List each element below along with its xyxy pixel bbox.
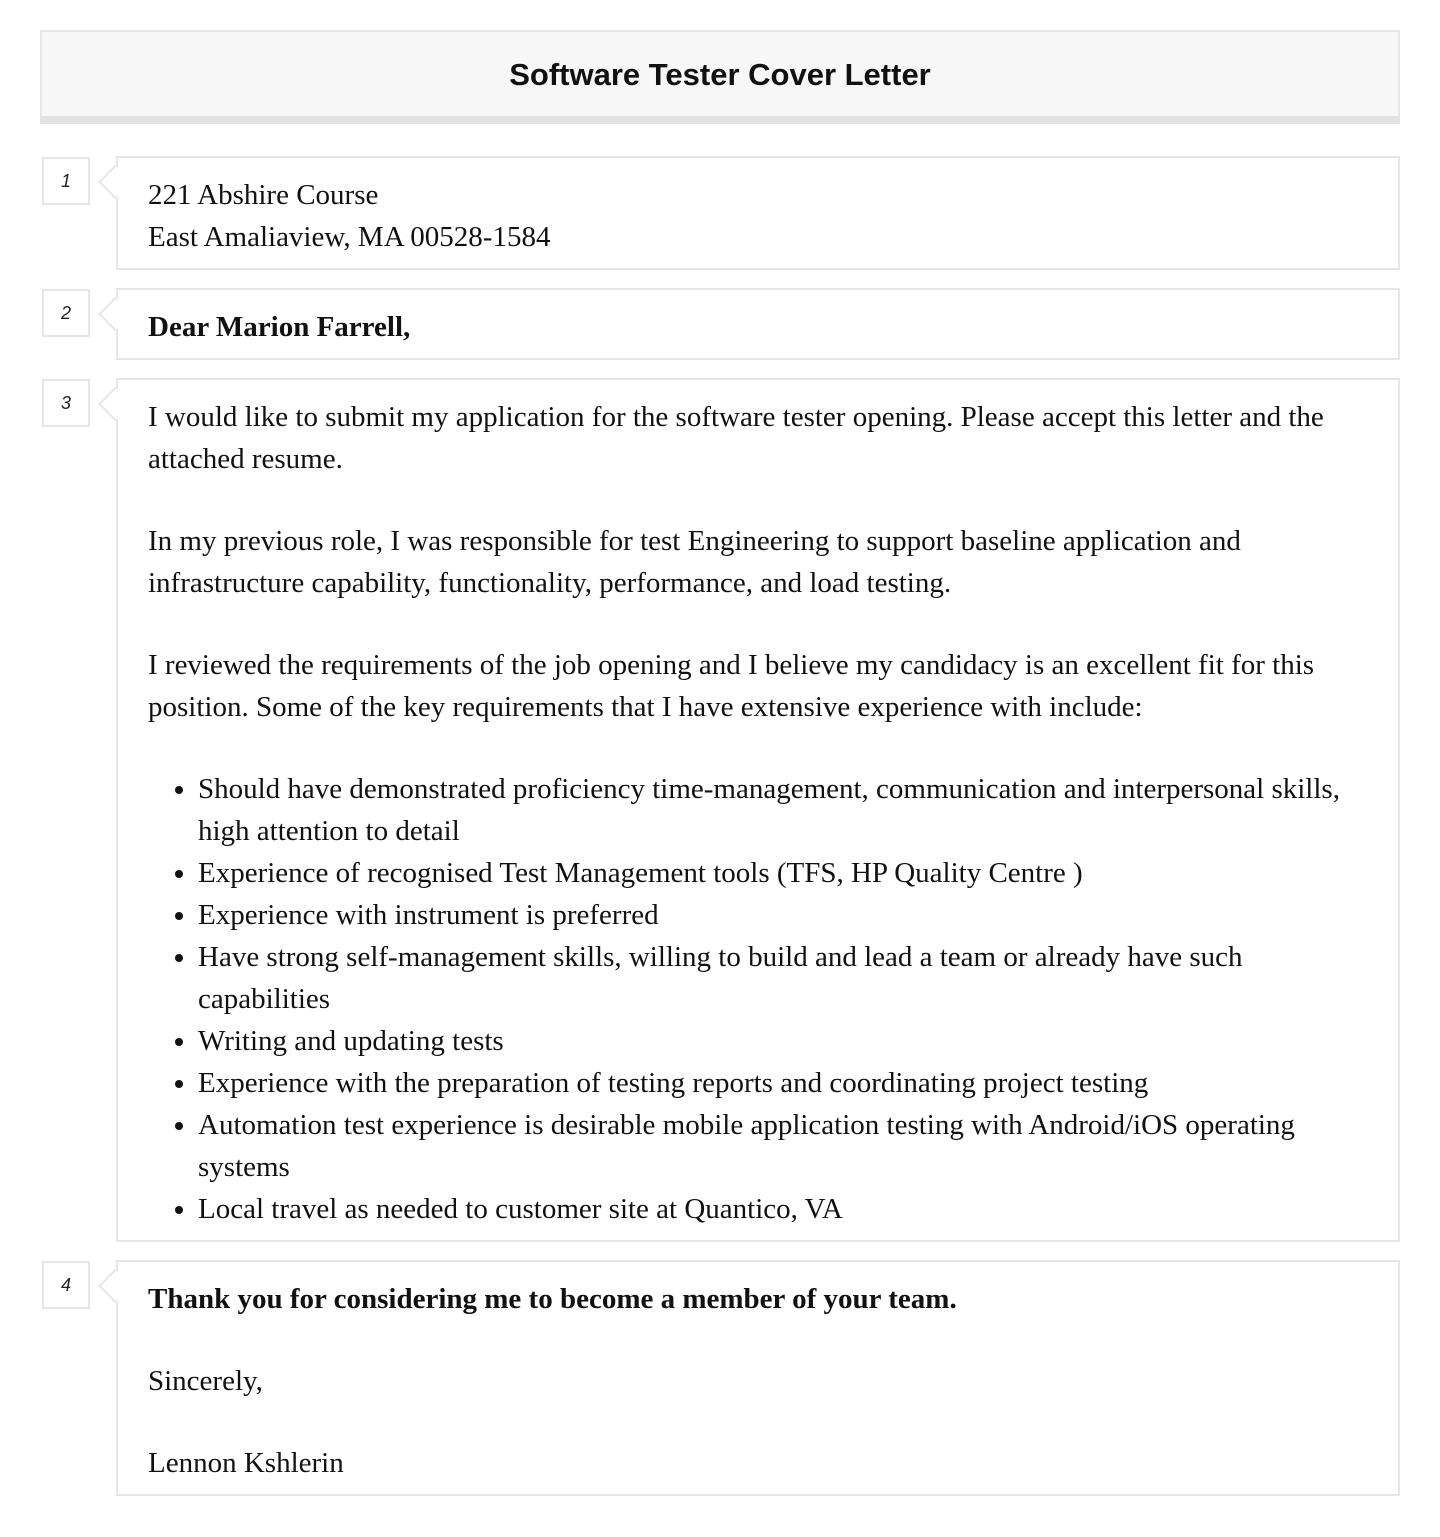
- body-content: [148, 396, 1368, 1230]
- section-number: 1: [42, 157, 90, 205]
- title-bar: [40, 30, 1400, 124]
- sign-off: Sincerely,: [148, 1365, 263, 1397]
- list-item: • Have strong self-management skills, willing to build and lead a team or already have such capabilities: [198, 936, 1368, 1020]
- address-line-1: 221 Abshire Course: [148, 179, 379, 211]
- list-item: • Experience with the preparation of testing reports and coordinating project testing: [198, 1062, 1368, 1104]
- closing-content: [148, 1278, 1368, 1484]
- list-item: • Automation test experience is desirable mobile application testing with Android/iOS operating systems: [198, 1104, 1368, 1188]
- body-card: [116, 378, 1400, 1242]
- list-item: • Experience of recognised Test Management tools (TFS, HP Quality Centre ): [198, 852, 1368, 894]
- experience-paragraph: In my previous role, I was responsible for test Engineering to support baseline application and infrastructure capability, functionality, performance, and load testing.: [148, 525, 1241, 599]
- list-item: • Should have demonstrated proficiency time-management, communication and interpersonal skills, high attention to detail: [198, 768, 1368, 852]
- closing-statement: Thank you for considering me to become a member of your team.: [148, 1283, 957, 1315]
- intro-paragraph: I would like to submit my application for the software tester opening. Please accept this letter and the attached resume.: [148, 401, 1324, 475]
- signature-name: Lennon Kshlerin: [148, 1447, 344, 1479]
- closing-card: [116, 1260, 1400, 1496]
- section-number: 3: [42, 379, 90, 427]
- page-title: Software Tester Cover Letter: [509, 57, 931, 92]
- list-item: • Experience with instrument is preferred: [198, 894, 1368, 936]
- salutation: Dear Marion Farrell,: [148, 311, 411, 343]
- requirements-list: [148, 768, 1368, 1230]
- list-item: • Local travel as needed to customer site at Quantico, VA: [198, 1188, 1368, 1230]
- list-item: • Writing and updating tests: [198, 1020, 1368, 1062]
- requirements-paragraph: I reviewed the requirements of the job opening and I believe my candidacy is an excellent fit for this position. Some of the key requirements that I have extensive experience with include:: [148, 649, 1315, 723]
- section-number: 2: [42, 289, 90, 337]
- address-block: [148, 174, 1368, 258]
- address-line-2: East Amaliaview, MA 00528-1584: [148, 221, 551, 253]
- salutation-card: [116, 288, 1400, 360]
- address-card: [116, 156, 1400, 270]
- section-number: 4: [42, 1261, 90, 1309]
